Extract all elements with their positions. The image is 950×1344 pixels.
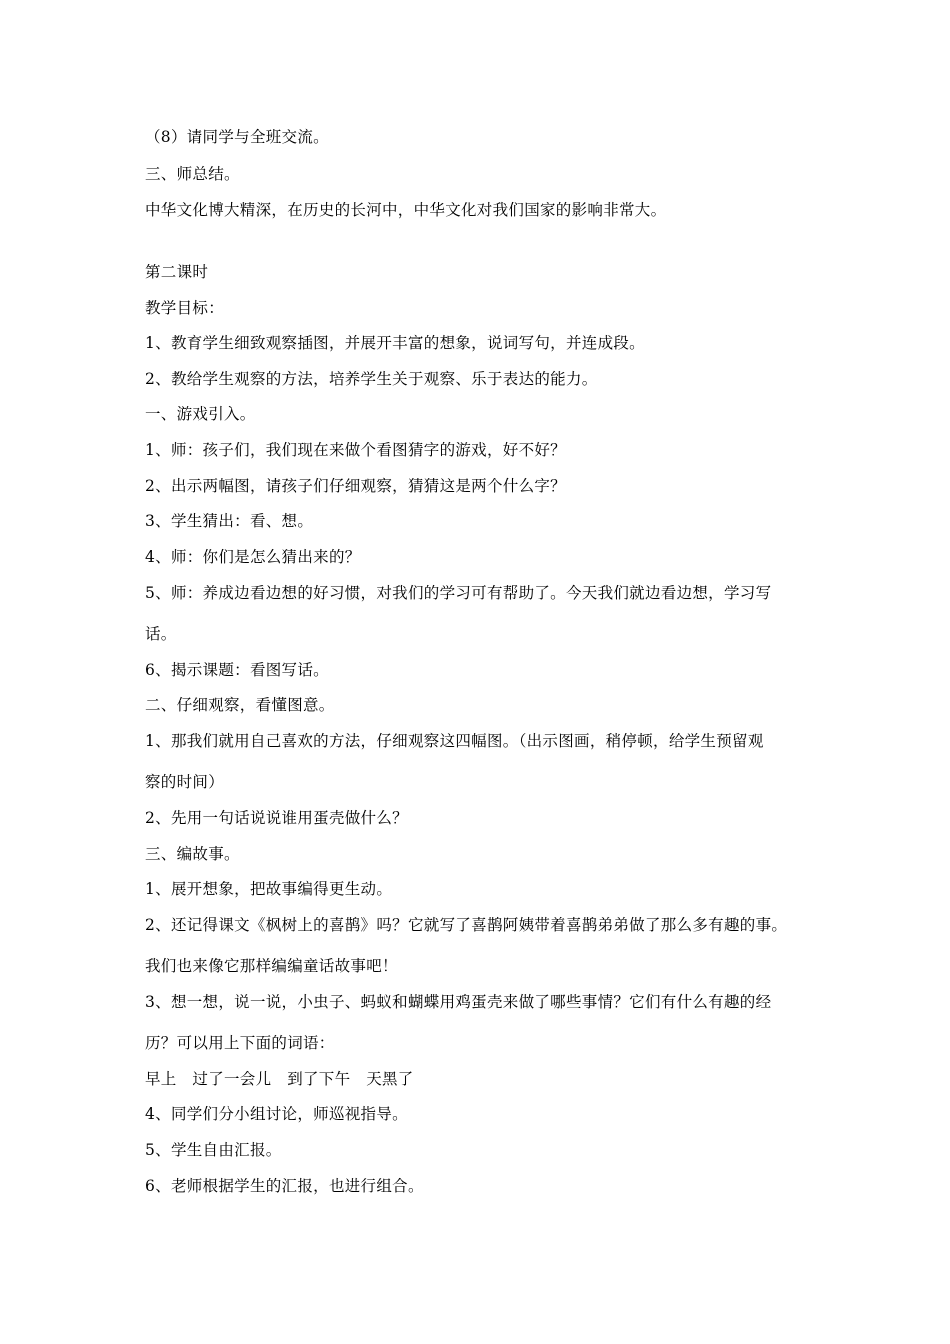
section-heading: 第二课时 [145, 263, 209, 281]
text-line: 4、师：你们是怎么猜出来的？ [145, 548, 361, 566]
text-line: 教学目标： [145, 299, 225, 317]
text-line: 2、还记得课文《枫树上的喜鹊》吗？它就写了喜鹊阿姨带着喜鹊弟弟做了那么多有趣的事。 [145, 916, 788, 934]
text-line: 1、那我们就用自己喜欢的方法，仔细观察这四幅图。（出示图画，稍停顿，给学生预留观 [145, 732, 764, 750]
text-line: 1、师：孩子们，我们现在来做个看图猜字的游戏，好不好？ [145, 441, 566, 459]
text-line: 6、揭示课题：看图写话。 [145, 661, 329, 679]
text-line: 3、想一想，说一说，小虫子、蚂蚁和蝴蝶用鸡蛋壳来做了哪些事情？它们有什么有趣的经 [145, 993, 772, 1011]
text-line: 4、同学们分小组讨论，师巡视指导。 [145, 1105, 408, 1123]
text-line: 2、出示两幅图，请孩子们仔细观察，猜猜这是两个什么字？ [145, 477, 566, 495]
text-line: 我们也来像它那样编编童话故事吧！ [145, 957, 398, 975]
text-line: 5、学生自由汇报。 [145, 1141, 282, 1159]
text-line: 3、学生猜出：看、想。 [145, 512, 314, 530]
text-line: 三、师总结。 [145, 165, 240, 183]
text-line: 2、教给学生观察的方法，培养学生关于观察、乐于表达的能力。 [145, 370, 598, 388]
text-line: 三、编故事。 [145, 845, 240, 863]
text-line: 1、展开想象，把故事编得更生动。 [145, 880, 393, 898]
text-line: 历？可以用上下面的词语： [145, 1034, 335, 1052]
text-line: 一、游戏引入。 [145, 405, 256, 423]
text-line: 2、先用一句话说说谁用蛋壳做什么？ [145, 809, 408, 827]
text-line: 察的时间） [145, 773, 225, 791]
text-line: 二、仔细观察，看懂图意。 [145, 696, 335, 714]
text-line: 5、师：养成边看边想的好习惯，对我们的学习可有帮助了。今天我们就边看边想，学习写 [145, 584, 772, 602]
text-line: 话。 [145, 625, 177, 643]
text-line: 早上 过了一会儿 到了下午 天黑了 [145, 1070, 414, 1088]
text-line: （8）请同学与全班交流。 [145, 128, 329, 146]
text-line: 1、教育学生细致观察插图，并展开丰富的想象，说词写句，并连成段。 [145, 334, 645, 352]
text-line: 中华文化博大精深，在历史的长河中，中华文化对我们国家的影响非常大。 [145, 201, 667, 219]
text-line: 6、老师根据学生的汇报，也进行组合。 [145, 1177, 424, 1195]
